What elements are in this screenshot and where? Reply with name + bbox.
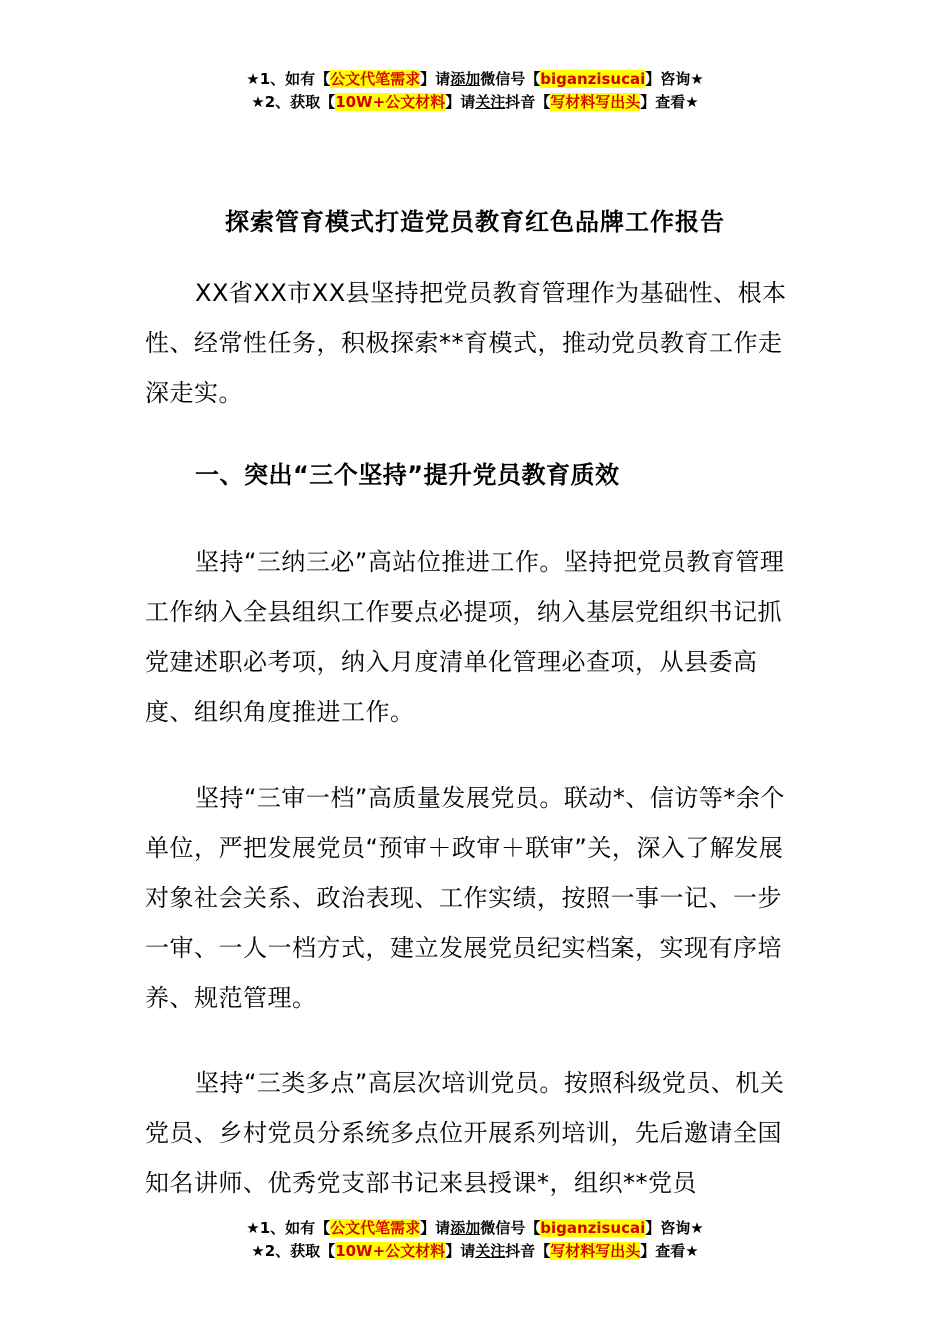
banner-highlight: 10W+公文材料 <box>335 1242 446 1260</box>
banner-text: 】查看★ <box>640 1242 699 1260</box>
document-title: 探索管育模式打造党员教育红色品牌工作报告 <box>225 208 725 237</box>
banner-highlight: 写材料写出头 <box>550 1242 641 1260</box>
banner-text: 微信号【 <box>480 70 541 88</box>
banner-highlight: 公文代笔需求 <box>330 1219 421 1237</box>
body-paragraph: 坚持“三审一档”高质量发展党员。联动*、信访等*余个单位，严把发展党员“预审＋政审＋联审”关，深入了解发展对象社会关系、政治表现、工作实绩，按照一事一记、一步一审、一人一档方式，建立发展党员纪实档案，实现有序培养、规范管理。 <box>145 784 785 1012</box>
intro-paragraph: XX省XX市XX县坚持把党员教育管理作为基础性、根本性、经常性任务，积极探索**育模式，推动党员教育工作走深走实。 <box>145 279 787 407</box>
banner-emphasis: 添加 <box>450 70 481 88</box>
banner-line-1 <box>0 68 950 91</box>
banner-text: 】请 <box>420 1219 451 1237</box>
section-heading: 一、突出“三个坚持”提升党员教育质效 <box>195 461 620 489</box>
banner-highlight: biganzisucai <box>540 1219 646 1237</box>
banner-text: 】查看★ <box>640 93 699 111</box>
header-banner <box>0 68 950 114</box>
banner-line-2 <box>0 91 950 114</box>
banner-text: 】请 <box>445 93 476 111</box>
banner-text: ★1、如有【 <box>246 70 331 88</box>
banner-text: ★1、如有【 <box>246 1219 331 1237</box>
banner-text: 】咨询★ <box>645 1219 704 1237</box>
banner-highlight: 写材料写出头 <box>550 93 641 111</box>
banner-highlight: biganzisucai <box>540 70 646 88</box>
banner-text: 】请 <box>445 1242 476 1260</box>
banner-highlight: 10W+公文材料 <box>335 93 446 111</box>
banner-text: 抖音【 <box>505 93 551 111</box>
banner-text: 】咨询★ <box>645 70 704 88</box>
banner-line-1 <box>0 1217 950 1240</box>
banner-emphasis: 添加 <box>450 1219 481 1237</box>
body-paragraph: 坚持“三纳三必”高站位推进工作。坚持把党员教育管理工作纳入全县组织工作要点必提项，纳入基层党组织书记抓党建述职必考项，纳入月度清单化管理必查项，从县委高度、组织角度推进工作。 <box>145 548 785 726</box>
banner-text: 微信号【 <box>480 1219 541 1237</box>
body-paragraph: 坚持“三类多点”高层次培训党员。按照科级党员、机关党员、乡村党员分系统多点位开展系列培训，先后邀请全国知名讲师、优秀党支部书记来县授课*，组织**党员 <box>145 1069 785 1197</box>
banner-line-2 <box>0 1240 950 1263</box>
banner-text: 】请 <box>420 70 451 88</box>
banner-text: ★2、获取【 <box>251 1242 336 1260</box>
banner-text: ★2、获取【 <box>251 93 336 111</box>
banner-text: 抖音【 <box>505 1242 551 1260</box>
footer-banner <box>0 1217 950 1263</box>
banner-emphasis: 关注 <box>475 93 506 111</box>
banner-emphasis: 关注 <box>475 1242 506 1260</box>
banner-highlight: 公文代笔需求 <box>330 70 421 88</box>
